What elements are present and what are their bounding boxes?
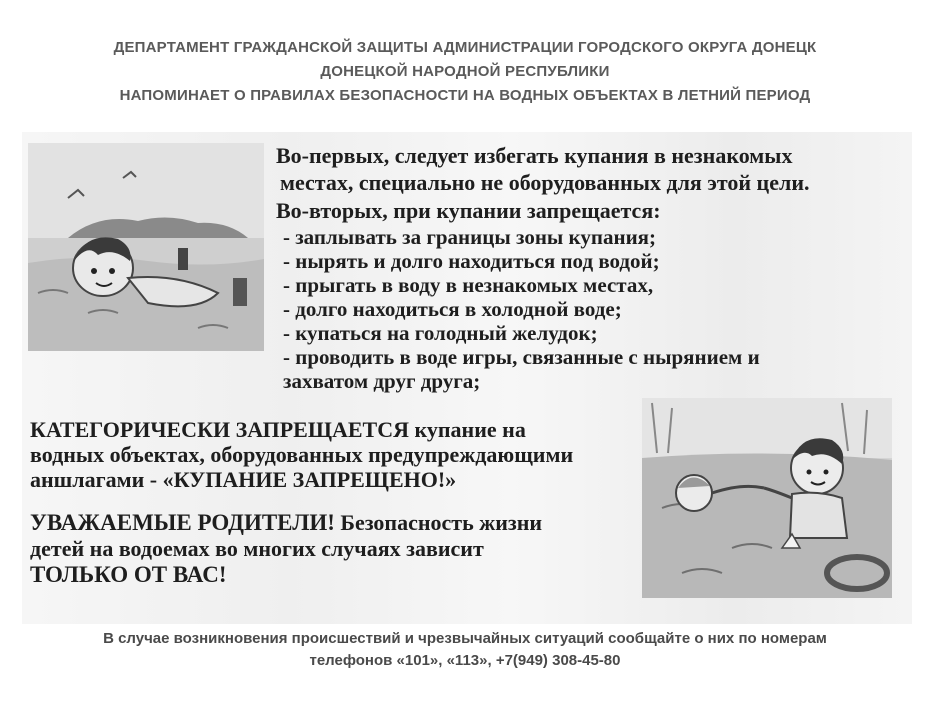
rule-first-line1: Во-первых, следует избегать купания в незнакомых [276,143,793,168]
list-item: - купаться на голодный желудок; [283,321,598,345]
parents-line2: детей на водоемах во многих случаях зависит [30,536,484,561]
rule-first-line2: местах, специально не оборудованных для этой цели. [280,170,810,195]
parents-rest: Безопасность жизни [334,510,543,535]
children-in-water-illustration [642,398,892,598]
strict-ban-notice [30,417,630,492]
swimming-child-illustration [28,143,264,351]
ban-strong: КАТЕГОРИЧЕСКИ ЗАПРЕЩАЕТСЯ [30,417,409,442]
header-subtitle: НАПОМИНАЕТ О ПРАВИЛАХ БЕЗОПАСНОСТИ НА ВОДНЫХ ОБЪЕКТАХ В ЛЕТНИЙ ПЕРИОД [119,87,811,104]
ban-rest: купание на [408,417,526,442]
footer-contacts [0,628,930,672]
rule-second-heading: Во-вторых, при купании запрещается: [276,198,661,223]
prohibitions-list [283,225,760,393]
list-item: захватом друг друга; [283,369,481,393]
parents-strong: УВАЖАЕМЫЕ РОДИТЕЛИ! [30,510,335,535]
list-item: - прыгать в воду в незнакомых местах, [283,273,654,297]
footer-phones: телефонов «101», «113», +7(949) 308-45-80 [309,652,621,669]
parents-line3: ТОЛЬКО ОТ ВАС! [30,562,227,587]
header-department: ДЕПАРТАМЕНТ ГРАЖДАНСКОЙ ЗАЩИТЫ АДМИНИСТРАЦИИ ГОРОДСКОГО ОКРУГА ДОНЕЦК [113,39,817,56]
header [0,36,930,108]
list-item: - заплывать за границы зоны купания; [283,225,657,249]
rule-first [276,142,876,196]
footer-line1: В случае возникновения происшествий и чрезвычайных ситуаций сообщайте о них по номерам [103,630,827,647]
parents-notice [30,510,630,588]
ban-line2: водных объектах, оборудованных предупреждающими [30,442,574,467]
list-item: - долго находиться в холодной воде; [283,297,622,321]
list-item: - нырять и долго находиться под водой; [283,249,660,273]
ban-line3: аншлагами - «КУПАНИЕ ЗАПРЕЩЕНО!» [30,467,457,492]
header-republic: ДОНЕЦКОЙ НАРОДНОЙ РЕСПУБЛИКИ [320,63,610,80]
list-item: - проводить в воде игры, связанные с нырянием и [283,345,760,369]
